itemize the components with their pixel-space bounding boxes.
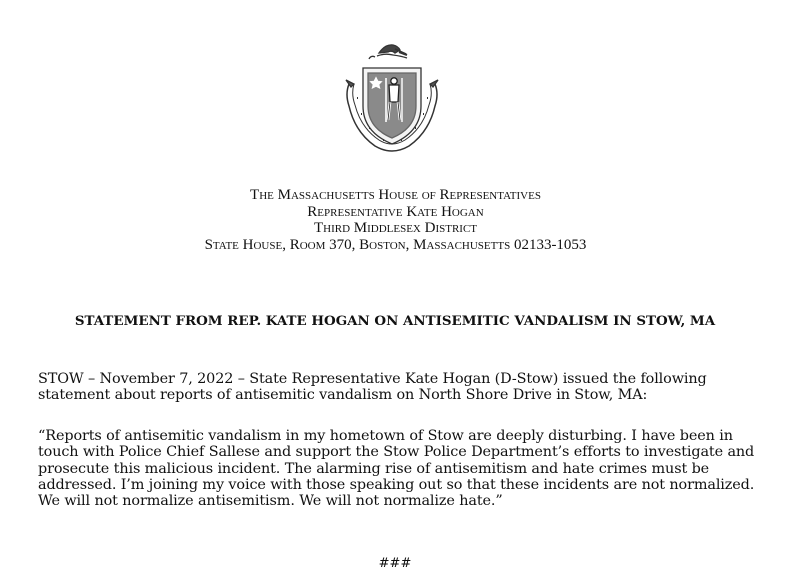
letterhead-address: State House, Room 370, Boston, Massachusetts 02133-1053: [204, 236, 587, 253]
statement-quote: “Reports of antisemitic vandalism in my hometown of Stow are deeply disturbing. I have been in touch with Police Chief Sallese and support the Stow Police Department’s efforts to investigate and prosecute this malicious incident. The alarming rise of antisemitism and hate crimes must be addressed. I’m joining my voice with those speaking out so that these incidents are not normalized. We will not normalize antisemitism. We will not normalize hate.”: [38, 428, 755, 510]
letterhead: [0, 187, 791, 253]
statement-title: STATEMENT FROM REP. KATE HOGAN ON ANTISEMITIC VANDALISM IN STOW, MA: [74, 313, 716, 329]
end-mark: ###: [378, 556, 412, 571]
massachusetts-seal-icon: [343, 40, 441, 160]
statement-dateline: STOW – November 7, 2022 – State Representative Kate Hogan (D-Stow) issued the following statement about reports of antisemitic vandalism on North Shore Drive in Stow, MA:: [38, 371, 707, 404]
letterhead-district: Third Middlesex District: [313, 220, 478, 236]
letterhead-representative: Representative Kate Hogan: [307, 203, 484, 220]
letterhead-house: The Massachusetts House of Representatives: [250, 187, 541, 203]
